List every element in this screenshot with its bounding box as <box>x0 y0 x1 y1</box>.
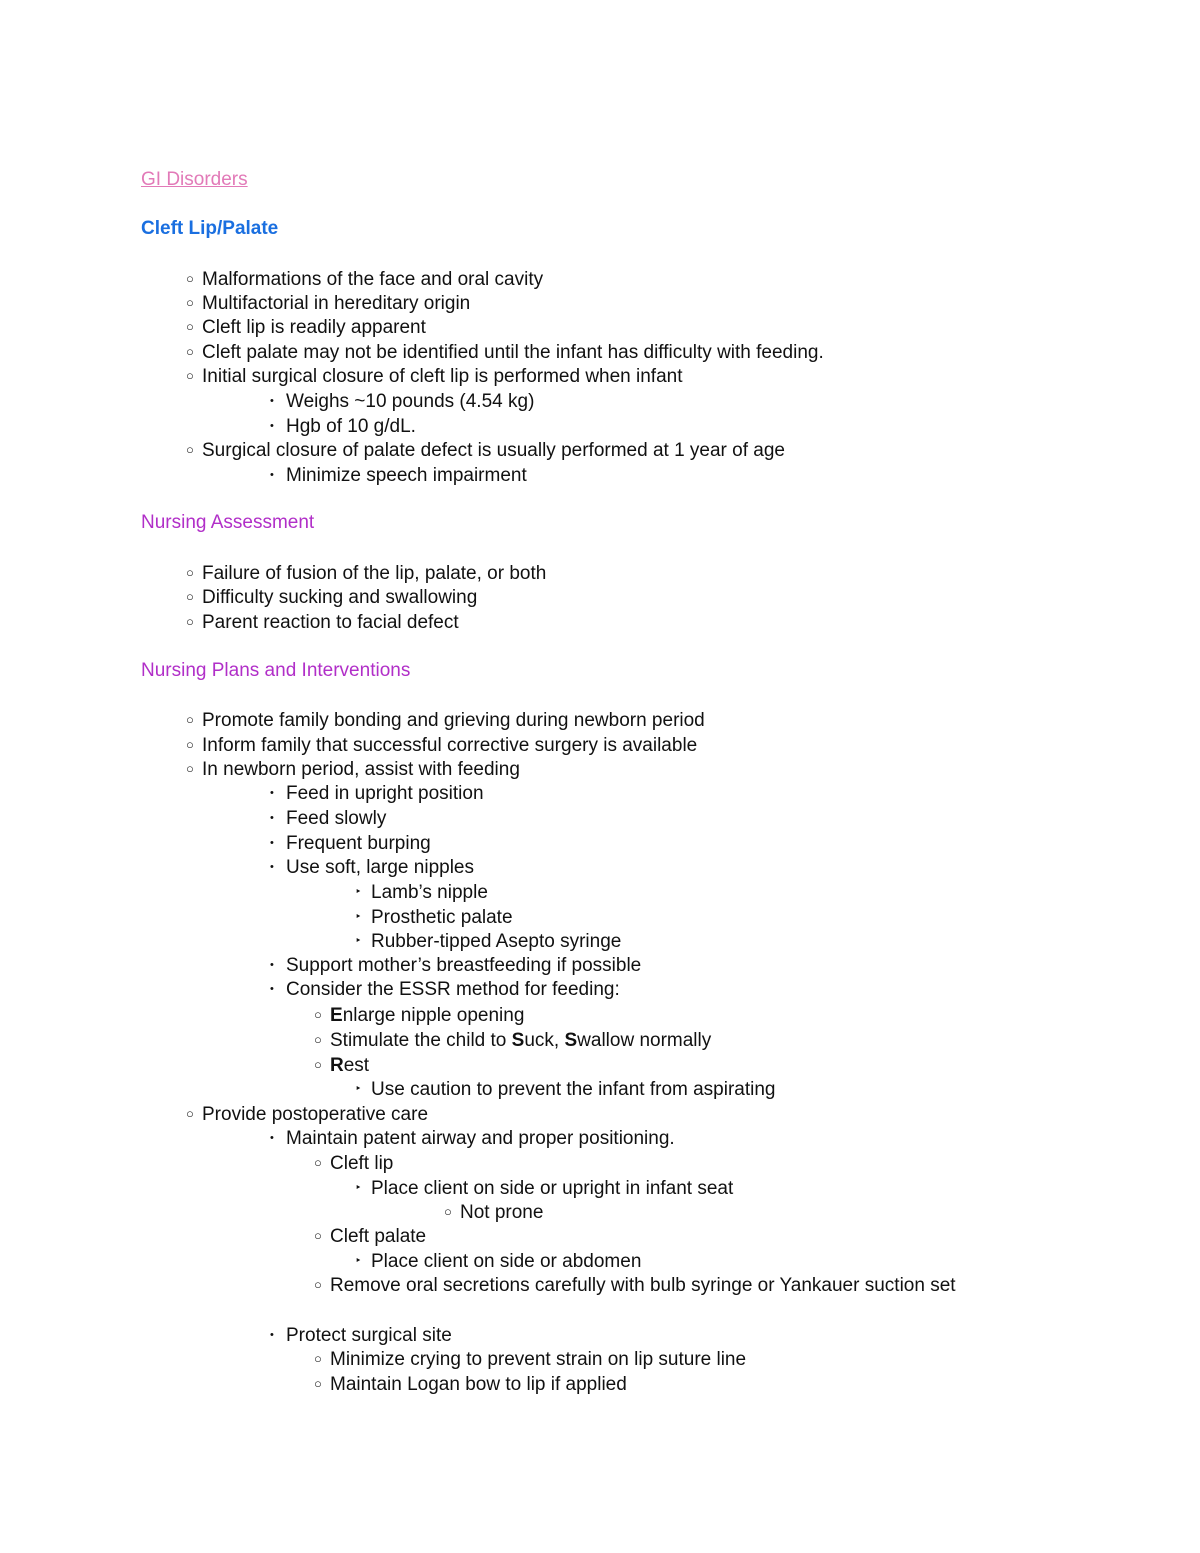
list-item: • Consider the ESSR method for feeding: <box>270 979 620 1000</box>
list-item: ‣ Use caution to prevent the infant from aspirating <box>355 1079 776 1100</box>
list-item: • Minimize speech impairment <box>270 465 527 486</box>
list-item: ○ Difficulty sucking and swallowing <box>186 587 478 608</box>
list-item: • Use soft, large nipples <box>270 857 474 878</box>
dot-bullet-icon: • <box>270 837 274 849</box>
dot-bullet-icon: • <box>270 395 274 407</box>
dot-bullet-icon: • <box>270 787 274 799</box>
list-item: • Support mother’s breastfeeding if possible <box>270 955 642 976</box>
list-item: ○ Cleft lip <box>314 1153 394 1174</box>
list-item: ○ Initial surgical closure of cleft lip is performed when infant <box>186 366 683 387</box>
list-item: ○ Maintain Logan bow to lip if applied <box>314 1374 627 1395</box>
dot-bullet-icon: • <box>270 469 274 481</box>
list-item: ‣ Place client on side or upright in infant seat <box>355 1178 734 1199</box>
list-item: ○ Cleft palate may not be identified until the infant has difficulty with feeding. <box>186 342 824 363</box>
dot-bullet-icon: • <box>270 420 274 432</box>
circle-bullet-icon: ○ <box>186 295 194 310</box>
list-item: ○ In newborn period, assist with feeding <box>186 759 520 780</box>
list-item: ○ Provide postoperative care <box>186 1104 429 1125</box>
list-item-essr-rest: ○ Rest <box>314 1055 370 1076</box>
list-item: ‣ Rubber-tipped Asepto syringe <box>355 931 622 952</box>
circle-bullet-icon: ○ <box>314 1032 322 1047</box>
list-item: • Hgb of 10 g/dL. <box>270 416 416 437</box>
circle-bullet-icon: ○ <box>444 1204 452 1219</box>
circle-bullet-icon: ○ <box>186 589 194 604</box>
list-item: • Feed slowly <box>270 808 387 829</box>
triangle-bullet-icon: ‣ <box>355 886 362 898</box>
list-item: ‣ Lamb’s nipple <box>355 882 488 903</box>
dot-bullet-icon: • <box>270 1329 274 1341</box>
list-item: ○ Multifactorial in hereditary origin <box>186 293 471 314</box>
section-heading-assessment: Nursing Assessment <box>141 512 315 533</box>
circle-bullet-icon: ○ <box>186 368 194 383</box>
triangle-bullet-icon: ‣ <box>355 1255 362 1267</box>
circle-bullet-icon: ○ <box>314 1057 322 1072</box>
circle-bullet-icon: ○ <box>314 1007 322 1022</box>
list-item: • Weighs ~10 pounds (4.54 kg) <box>270 391 535 412</box>
circle-bullet-icon: ○ <box>186 761 194 776</box>
list-item: ○ Remove oral secretions carefully with bulb syringe or Yankauer suction set <box>314 1275 956 1296</box>
list-item: ○ Not prone <box>444 1202 544 1223</box>
triangle-bullet-icon: ‣ <box>355 1182 362 1194</box>
dot-bullet-icon: • <box>270 861 274 873</box>
circle-bullet-icon: ○ <box>186 319 194 334</box>
document-title: GI Disorders <box>141 169 248 190</box>
list-item: ○ Promote family bonding and grieving during newborn period <box>186 710 705 731</box>
circle-bullet-icon: ○ <box>186 1106 194 1121</box>
circle-bullet-icon: ○ <box>186 442 194 457</box>
list-item-essr-enlarge: ○ Enlarge nipple opening <box>314 1005 525 1026</box>
list-item: • Maintain patent airway and proper positioning. <box>270 1128 675 1149</box>
list-item: • Protect surgical site <box>270 1325 452 1346</box>
circle-bullet-icon: ○ <box>314 1277 322 1292</box>
circle-bullet-icon: ○ <box>314 1228 322 1243</box>
triangle-bullet-icon: ‣ <box>355 1083 362 1095</box>
triangle-bullet-icon: ‣ <box>355 935 362 947</box>
triangle-bullet-icon: ‣ <box>355 911 362 923</box>
circle-bullet-icon: ○ <box>186 614 194 629</box>
circle-bullet-icon: ○ <box>186 271 194 286</box>
list-item: ○ Malformations of the face and oral cavity <box>186 269 544 290</box>
list-item: ○ Minimize crying to prevent strain on lip suture line <box>314 1349 747 1370</box>
list-item: • Feed in upright position <box>270 783 484 804</box>
circle-bullet-icon: ○ <box>186 737 194 752</box>
dot-bullet-icon: • <box>270 1132 274 1144</box>
dot-bullet-icon: • <box>270 959 274 971</box>
list-item-essr-stimulate: ○ Stimulate the child to Suck, Swallow normally <box>314 1030 712 1051</box>
list-item: ○ Inform family that successful corrective surgery is available <box>186 735 698 756</box>
list-item: ‣ Prosthetic palate <box>355 907 513 928</box>
list-item: ○ Parent reaction to facial defect <box>186 612 459 633</box>
list-item: ○ Cleft palate <box>314 1226 427 1247</box>
dot-bullet-icon: • <box>270 812 274 824</box>
section-heading-cleft: Cleft Lip/Palate <box>141 218 279 239</box>
section-heading-plans: Nursing Plans and Interventions <box>141 660 411 681</box>
list-item: • Frequent burping <box>270 833 431 854</box>
circle-bullet-icon: ○ <box>314 1376 322 1391</box>
circle-bullet-icon: ○ <box>186 565 194 580</box>
circle-bullet-icon: ○ <box>186 712 194 727</box>
dot-bullet-icon: • <box>270 983 274 995</box>
list-item: ○ Cleft lip is readily apparent <box>186 317 426 338</box>
list-item: ○ Surgical closure of palate defect is usually performed at 1 year of age <box>186 440 785 461</box>
circle-bullet-icon: ○ <box>314 1351 322 1366</box>
circle-bullet-icon: ○ <box>314 1155 322 1170</box>
list-item: ○ Failure of fusion of the lip, palate, or both <box>186 563 547 584</box>
circle-bullet-icon: ○ <box>186 344 194 359</box>
list-item: ‣ Place client on side or abdomen <box>355 1251 642 1272</box>
